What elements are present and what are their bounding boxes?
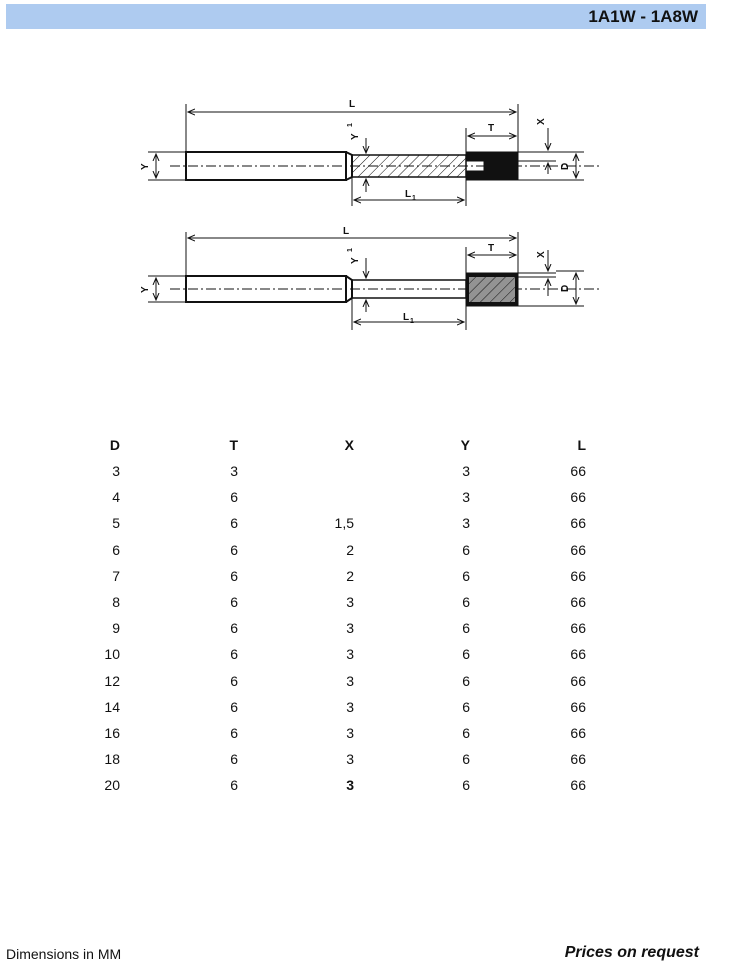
cell-l: 66: [570, 594, 586, 611]
cell-t: 6: [230, 567, 238, 584]
cell-l: 66: [570, 567, 586, 584]
cell-y: 6: [462, 672, 470, 689]
table-row: [60, 563, 586, 589]
column-header-x: X: [344, 437, 354, 453]
cell-x: [238, 484, 354, 510]
cell-d: 7: [112, 567, 120, 584]
dimensions-table: [60, 432, 586, 798]
label-L1-sub: 1: [410, 318, 414, 325]
column-header-l: L: [577, 437, 586, 453]
cell-t: 6: [230, 541, 238, 558]
table-row: [60, 537, 586, 563]
cell-d: 4: [112, 489, 120, 506]
label-Y1: Y: [350, 257, 361, 264]
label-L1-sub: 1: [412, 195, 416, 202]
label-Y: Y: [140, 286, 151, 293]
label-L: L: [349, 99, 356, 110]
table-row: [60, 720, 586, 746]
cell-y: 6: [462, 724, 470, 741]
cell-t: 6: [230, 594, 238, 611]
cell-d: 10: [104, 646, 120, 663]
label-Y: Y: [140, 163, 151, 170]
technical-drawing: [0, 0, 729, 400]
page-title: 1A1W - 1A8W: [588, 7, 698, 26]
neck: [352, 155, 466, 177]
table-row: [60, 746, 586, 772]
cell-t: 6: [230, 515, 238, 532]
cell-t: 6: [230, 724, 238, 741]
table-row: [60, 641, 586, 667]
cell-x: 3: [346, 646, 354, 663]
cell-d: 16: [104, 724, 120, 741]
table-row: [60, 510, 586, 536]
cell-t: 6: [230, 620, 238, 637]
cell-l: 66: [570, 541, 586, 558]
cell-x: 3: [346, 594, 354, 611]
prices-note: Prices on request: [564, 944, 699, 961]
cell-d: 6: [112, 541, 120, 558]
cell-l: 66: [570, 751, 586, 768]
table-row: [60, 458, 586, 484]
column-header-d: D: [109, 437, 120, 453]
dimensions-note: Dimensions in MM: [6, 946, 122, 962]
column-header-t: T: [229, 437, 238, 453]
cell-t: 6: [230, 777, 238, 794]
cell-x: 3: [346, 698, 354, 715]
cell-d: 20: [104, 777, 120, 794]
cell-t: 6: [230, 698, 238, 715]
table-row: [60, 694, 586, 720]
cell-y: 3: [462, 489, 470, 506]
cell-y: 6: [462, 777, 470, 794]
cell-x: 3: [346, 620, 354, 637]
cell-t: 6: [230, 646, 238, 663]
cell-l: 66: [570, 646, 586, 663]
cell-t: 6: [230, 489, 238, 506]
cell-y: 3: [462, 515, 470, 532]
label-T: T: [488, 243, 495, 254]
cell-x: 2: [346, 567, 354, 584]
cell-l: 66: [570, 489, 586, 506]
cell-d: 5: [112, 515, 120, 532]
table-row: [60, 589, 586, 615]
table-row: [60, 772, 586, 798]
label-X: X: [536, 118, 547, 125]
cell-y: 6: [462, 594, 470, 611]
label-T: T: [488, 123, 495, 134]
label-L1: L: [403, 312, 410, 323]
cell-l: 66: [570, 620, 586, 637]
label-Y1-sub: 1: [347, 248, 354, 252]
label-Y1: Y: [350, 133, 361, 140]
cell-d: 9: [112, 620, 120, 637]
cell-l: 66: [570, 698, 586, 715]
cell-t: 6: [230, 751, 238, 768]
column-header-y: Y: [460, 437, 470, 453]
cell-y: 6: [462, 751, 470, 768]
cell-x: 3: [346, 724, 354, 741]
cell-d: 14: [104, 698, 120, 715]
cell-y: 6: [462, 620, 470, 637]
cell-d: 12: [104, 672, 120, 689]
drawing-1a8w: [148, 232, 600, 330]
cell-y: 6: [462, 541, 470, 558]
cell-x: 3: [346, 751, 354, 768]
cell-y: 3: [462, 463, 470, 480]
cell-l: 66: [570, 463, 586, 480]
drawing-1a1w: [148, 104, 600, 206]
cell-y: 6: [462, 646, 470, 663]
cell-y: 6: [462, 567, 470, 584]
label-D: D: [560, 284, 571, 292]
table-row: [60, 484, 586, 510]
cell-y: 6: [462, 698, 470, 715]
label-L1: L: [405, 189, 412, 200]
cell-t: 6: [230, 672, 238, 689]
table-header-row: [60, 432, 586, 458]
cell-d: 3: [112, 463, 120, 480]
cell-l: 66: [570, 515, 586, 532]
label-L: L: [343, 226, 350, 237]
cell-d: 18: [104, 751, 120, 768]
cell-d: 8: [112, 594, 120, 611]
cell-x: 3: [346, 777, 354, 794]
cell-t: 3: [230, 463, 238, 480]
table-row: [60, 615, 586, 641]
abrasive-head: [466, 152, 518, 180]
cell-l: 66: [570, 724, 586, 741]
label-D: D: [560, 162, 571, 170]
cell-x: 3: [346, 672, 354, 689]
cell-x: 2: [346, 541, 354, 558]
cell-l: 66: [570, 672, 586, 689]
cell-x: [238, 458, 354, 484]
cell-x: 1,5: [334, 515, 354, 532]
table-row: [60, 668, 586, 694]
cell-l: 66: [570, 777, 586, 794]
label-Y1-sub: 1: [347, 123, 354, 127]
label-X: X: [536, 251, 547, 258]
